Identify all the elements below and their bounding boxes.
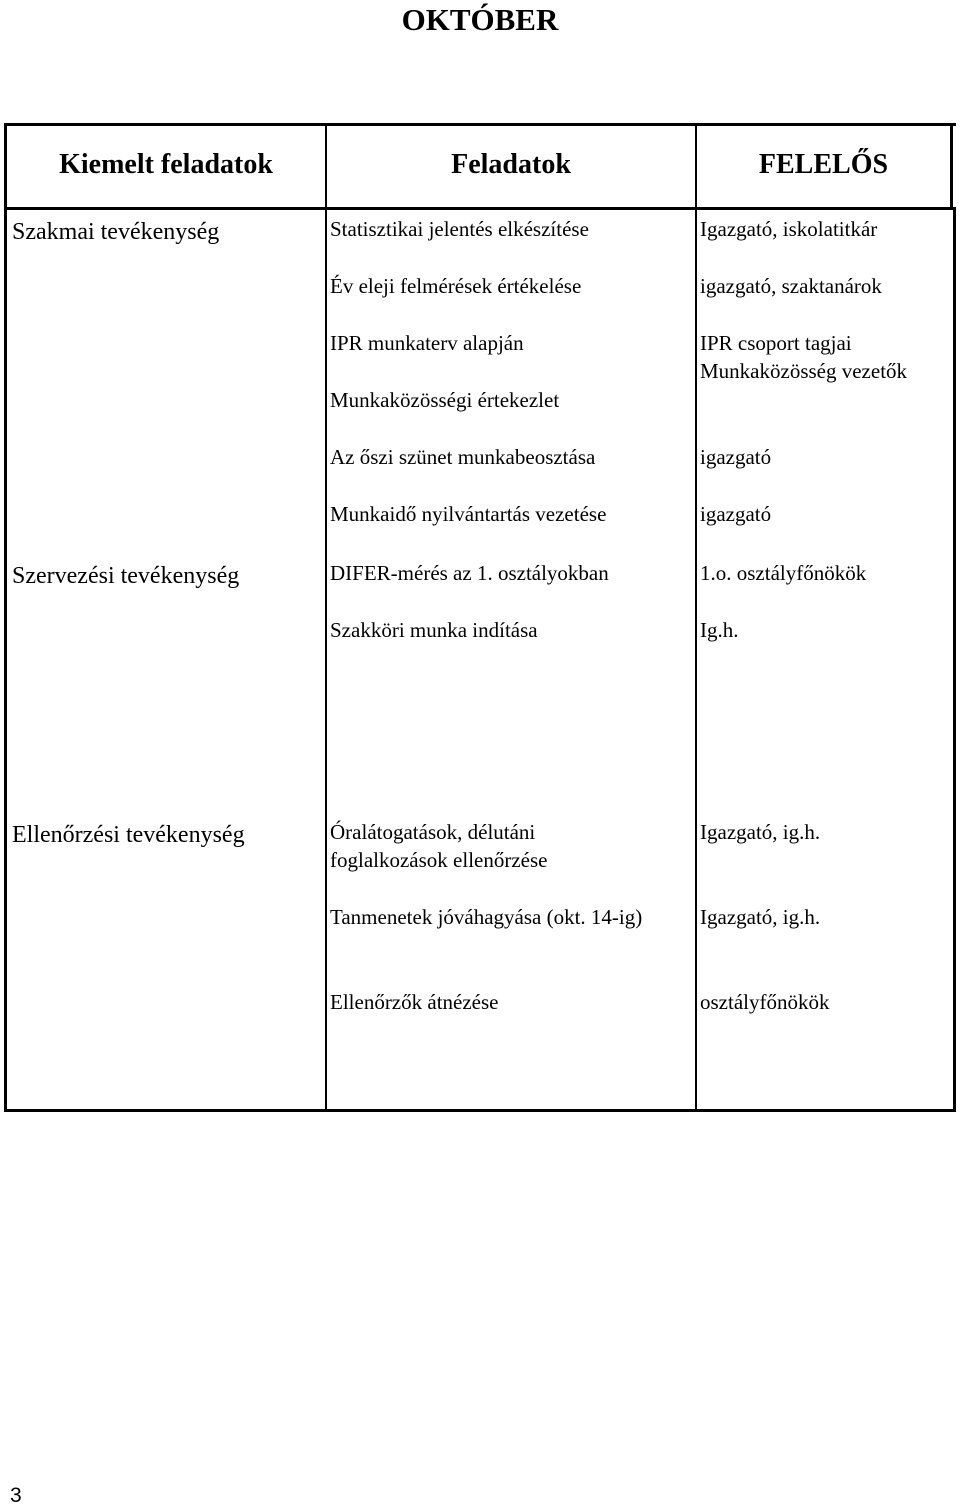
task-item: Az őszi szünet munkabeosztása <box>330 445 596 469</box>
responsible-item: Munkaközösség vezetők <box>700 359 908 383</box>
header-bottom-border <box>4 207 956 210</box>
responsible-item: osztályfőnökök <box>700 990 830 1014</box>
header-feladatok: Feladatok <box>451 149 571 180</box>
category-szervezesi: Szervezési tevékenység <box>12 563 240 589</box>
header-right-border <box>950 123 953 210</box>
responsible-item: igazgató, szaktanárok <box>700 274 882 298</box>
task-item: Munkaidő nyilvántartás vezetése <box>330 502 607 526</box>
task-item: Statisztikai jelentés elkészítése <box>330 217 589 241</box>
task-item: Ellenőrzők átnézése <box>330 990 499 1014</box>
responsible-item: IPR csoport tagjai <box>700 331 852 355</box>
responsible-item: 1.o. osztályfőnökök <box>700 561 867 585</box>
table-right-border <box>953 207 956 1112</box>
column-divider-2 <box>695 123 697 1112</box>
responsible-item: Igazgató, ig.h. <box>700 905 821 929</box>
responsible-item: Igazgató, iskolatitkár <box>700 217 878 241</box>
header-felelos: FELELŐS <box>758 149 889 180</box>
task-item: DIFER-mérés az 1. osztályokban <box>330 561 609 585</box>
task-item: Munkaközösségi értekezlet <box>330 388 560 412</box>
task-item: Év eleji felmérések értékelése <box>330 274 582 298</box>
responsible-item: Igazgató, ig.h. <box>700 820 821 844</box>
responsible-item: igazgató <box>700 502 772 526</box>
page-title: OKTÓBER <box>401 2 559 37</box>
task-item: IPR munkaterv alapján <box>330 331 524 355</box>
task-item: Óralátogatások, délutáni foglalkozások ellenőrzése <box>330 820 548 872</box>
task-item: Szakköri munka indítása <box>330 618 538 642</box>
category-szakmai: Szakmai tevékenység <box>12 219 220 245</box>
table-bottom-border <box>4 1109 956 1112</box>
task-item: Tanmenetek jóváhagyása (okt. 14-ig) <box>330 905 643 929</box>
header-kiemelt-feladatok: Kiemelt feladatok <box>59 149 273 180</box>
page-number: 3 <box>10 1484 22 1507</box>
table-left-border <box>4 123 7 1112</box>
responsible-item: Ig.h. <box>700 618 739 642</box>
column-divider-1 <box>325 123 327 1112</box>
responsible-item: igazgató <box>700 445 772 469</box>
category-ellenorzesi: Ellenőrzési tevékenység <box>12 822 245 848</box>
